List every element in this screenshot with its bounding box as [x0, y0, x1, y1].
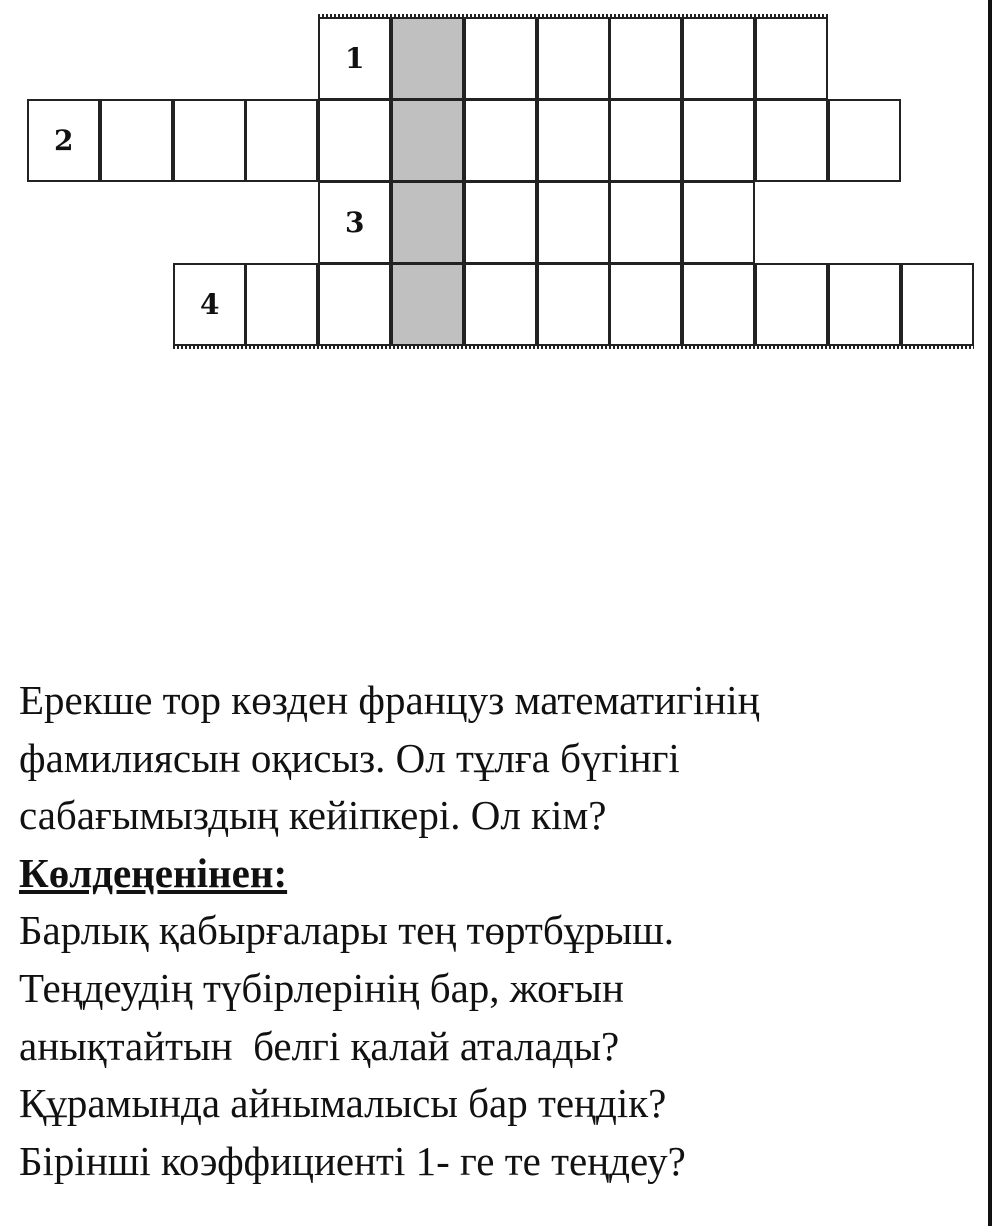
crossword-key-cell[interactable] [391, 181, 464, 264]
clue-line-5: Бірінші коэффициенті 1- ге те теңдеу? [19, 1137, 686, 1184]
crossword-cell[interactable] [100, 99, 173, 182]
crossword-cell[interactable] [464, 263, 537, 346]
crossword-cell[interactable] [901, 263, 974, 346]
crossword-key-cell[interactable] [391, 263, 464, 346]
crossword-key-cell[interactable] [391, 17, 464, 100]
intro-line-1: Ерекше тор көзден француз математигінің [19, 677, 760, 723]
crossword-cell[interactable] [318, 263, 391, 346]
crossword-cell[interactable] [609, 263, 682, 346]
crossword-cell[interactable] [755, 17, 828, 100]
crossword-cell[interactable] [609, 99, 682, 182]
clue-number: 3 [345, 206, 365, 239]
clue-number: 2 [54, 124, 74, 157]
crossword-cell[interactable] [682, 263, 755, 346]
crossword-key-cell[interactable] [391, 99, 464, 182]
across-heading: Көлдеңенінен: [19, 849, 288, 896]
crossword-cell[interactable] [173, 99, 246, 182]
crossword-cell[interactable] [173, 263, 246, 346]
crossword-cell[interactable] [27, 99, 100, 182]
right-border-line [988, 0, 992, 1226]
crossword-cell[interactable] [537, 263, 610, 346]
crossword-cell[interactable] [464, 17, 537, 100]
crossword-grid [0, 0, 988, 360]
crossword-cell[interactable] [682, 17, 755, 100]
crossword-cell[interactable] [318, 17, 391, 100]
crossword-cell[interactable] [828, 263, 901, 346]
crossword-cell[interactable] [537, 17, 610, 100]
task-text [19, 672, 969, 1190]
clue-line-4: Құрамында айнымалысы бар теңдік? [19, 1080, 667, 1127]
crossword-cell[interactable] [537, 181, 610, 264]
crossword-cell[interactable] [828, 99, 901, 182]
clue-line-3: анықтайтын белгі қалай аталады? [19, 1022, 620, 1069]
clue-number: 4 [200, 288, 220, 321]
clue-line-1: Барлық қабырғалары тең төртбұрыш. [19, 907, 675, 954]
clue-line-2: Теңдеудің түбірлерінің бар, жоғын [19, 964, 624, 1011]
crossword-cell[interactable] [609, 181, 682, 264]
crossword-cell[interactable] [464, 181, 537, 264]
intro-line-3: сабағымыздың кейіпкері. Ол кім? [19, 792, 607, 839]
crossword-cell[interactable] [682, 181, 755, 264]
grid-top-dotted-edge [318, 14, 828, 17]
crossword-cell[interactable] [682, 99, 755, 182]
crossword-cell[interactable] [245, 99, 318, 182]
crossword-cell[interactable] [609, 17, 682, 100]
crossword-cell[interactable] [537, 99, 610, 182]
crossword-cell[interactable] [318, 99, 391, 182]
crossword-cell[interactable] [245, 263, 318, 346]
crossword-cell[interactable] [464, 99, 537, 182]
crossword-cell[interactable] [755, 263, 828, 346]
crossword-cell[interactable] [755, 99, 828, 182]
clue-number: 1 [345, 42, 365, 75]
intro-line-2: фамилиясын оқисыз. Ол тұлға бүгінгі [19, 734, 680, 781]
crossword-cell[interactable] [318, 181, 391, 264]
grid-bottom-dotted-edge [173, 346, 974, 349]
